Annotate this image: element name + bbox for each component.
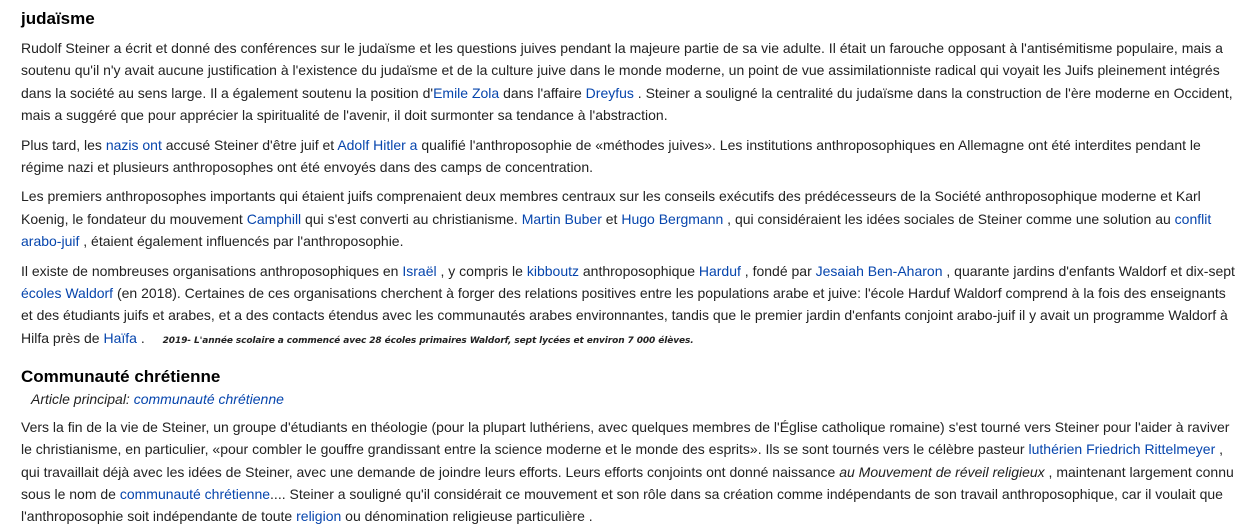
text: , quarante jardins d'enfants Waldorf et dix-sept (942, 262, 1235, 279)
link-emile-zola[interactable]: Emile Zola (433, 84, 500, 101)
paragraph-judaisme-1 (21, 37, 1240, 127)
link-camphill[interactable]: Camphill (246, 210, 302, 227)
link-communaute-chretienne-main[interactable]: communauté chrétienne (133, 391, 284, 408)
text: , maintenant largement connu sous le nom de (21, 463, 1234, 502)
text: , y compris le (436, 262, 527, 279)
text: , étaient également influencés par l'anthroposophie. (79, 233, 404, 250)
link-harduf[interactable]: Harduf (698, 262, 741, 279)
link-haifa[interactable]: Haïfa (103, 329, 137, 346)
link-hugo-bergmann[interactable]: Hugo Bergmann (621, 210, 724, 227)
text: , qui considéraient les idées sociales de Steiner comme une solution au (723, 210, 1175, 227)
text: (en 2018). Certaines de ces organisations cherchent à forger des relations positives entre les populations arabe et juive: l'école Harduf Waldorf comprend à la fois des enseignants et des étudiants juifs et arabes, et a des contacts étendus avec les communautés arabes environnantes, tandis que le premier jardin d'enfants conjoint arabo-juif il y avait un programme Waldorf à Hilfa près de (21, 285, 1228, 346)
text: Plus tard, les (21, 136, 106, 153)
paragraph-judaisme-4 (21, 260, 1240, 353)
text: dans l'affaire (499, 84, 586, 101)
text: Il existe de nombreuses organisations anthroposophiques en (21, 262, 403, 279)
text: et (601, 210, 622, 227)
text: accusé Steiner d'être juif et (161, 136, 338, 153)
link-ecoles-waldorf[interactable]: écoles Waldorf (21, 285, 114, 302)
italic-text: au Mouvement de réveil religieux (839, 463, 1045, 480)
link-israel[interactable]: Israël (402, 262, 437, 279)
link-jesaiah-ben-aharon[interactable]: Jesaiah Ben-Aharon (815, 262, 943, 279)
hatnote-label: Article principal: (31, 391, 134, 408)
text: . (136, 329, 149, 346)
paragraph-communaute-1 (21, 416, 1240, 528)
section-heading-communaute-chretienne: Communauté chrétienne (21, 367, 221, 387)
link-conflit-arabo-juif[interactable]: conflit arabo-juif (21, 210, 1212, 250)
text: , qui travaillait déjà avec les idées de Steiner, avec une demande de joindre leurs efforts. Leurs efforts conjoints ont donné naissance (21, 441, 1224, 480)
text: Vers la fin de la vie de Steiner, un groupe d'étudiants en théologie (pour la plupart luthériens, avec quelques membres de l'Église catholique romaine) s'est tourné vers Steiner pour l'aider à raviver le christianisme, en particulier, «pour combler le gouffre grandissant entre la science moderne et le monde des esprits». Ils se sont tournés vers le célèbre pasteur (21, 418, 1230, 458)
paragraph-judaisme-2 (21, 134, 1240, 179)
pasted-note-text: 2019- L'année scolaire a commencé avec 28 écoles primaires Waldorf, sept lycées et environ 7 000 élèves. (162, 335, 694, 346)
link-martin-buber[interactable]: Martin Buber (521, 210, 602, 227)
link-friedrich-rittelmeyer[interactable]: luthérien Friedrich Rittelmeyer (1028, 441, 1216, 458)
text: Les premiers anthroposophes importants qui étaient juifs comprenaient deux membres centraux sur les conseils exécutifs des prédécesseurs de la Société anthroposophique moderne et Karl Koenig, le fondateur du mouvement (21, 188, 1201, 227)
link-dreyfus[interactable]: Dreyfus (585, 84, 634, 101)
text: anthroposophique (579, 262, 699, 279)
text: qui s'est converti au christianisme. (301, 210, 522, 227)
text: .... Steiner a souligné qu'il considérait ce mouvement et son rôle dans sa création comme indépendants de son travail anthroposophique, car il voulait que l'anthroposophie soit indépendante de toute (21, 485, 1223, 525)
text: qualifié l'anthroposophie de «méthodes juives». Les institutions anthroposophiques en Allemagne ont été interdites pendant le régime nazi et plusieurs anthroposophes ont été envoyés dans des camps de concentration. (21, 136, 1201, 176)
text: Rudolf Steiner a écrit et donné des conférences sur le judaïsme et les questions juives pendant la majeure partie de sa vie adulte. Il était un farouche opposant à l'antisémitisme populaire, mais a soutenu qu'il n'y avait aucune justification à l'existence du judaïsme et de la culture juive dans le monde moderne, un point de vue assimilationniste radical qui voyait les Juifs pleinement intégrés dans la société au sens large. Il a également soutenu la position d' (21, 40, 1223, 101)
link-religion[interactable]: religion (296, 508, 342, 525)
hatnote-main-article (21, 388, 1240, 410)
link-kibboutz[interactable]: kibboutz (526, 262, 579, 279)
text: . Steiner a souligné la centralité du judaïsme dans la construction de l'ère moderne en Occident, mais a suggéré que pour apprécier la spiritualité de l'avenir, il doit surmonter sa tendance à l'abstraction. (21, 84, 1233, 124)
paragraph-judaisme-3 (21, 185, 1240, 252)
section-heading-judaisme: judaïsme (21, 9, 95, 28)
text: ou dénomination religieuse particulière . (341, 508, 593, 525)
text: , fondé par (740, 262, 816, 279)
link-communaute-chretienne[interactable]: communauté chrétienne (119, 485, 271, 502)
link-adolf-hitler[interactable]: Adolf Hitler a (337, 136, 418, 153)
link-nazis[interactable]: nazis ont (105, 136, 162, 153)
